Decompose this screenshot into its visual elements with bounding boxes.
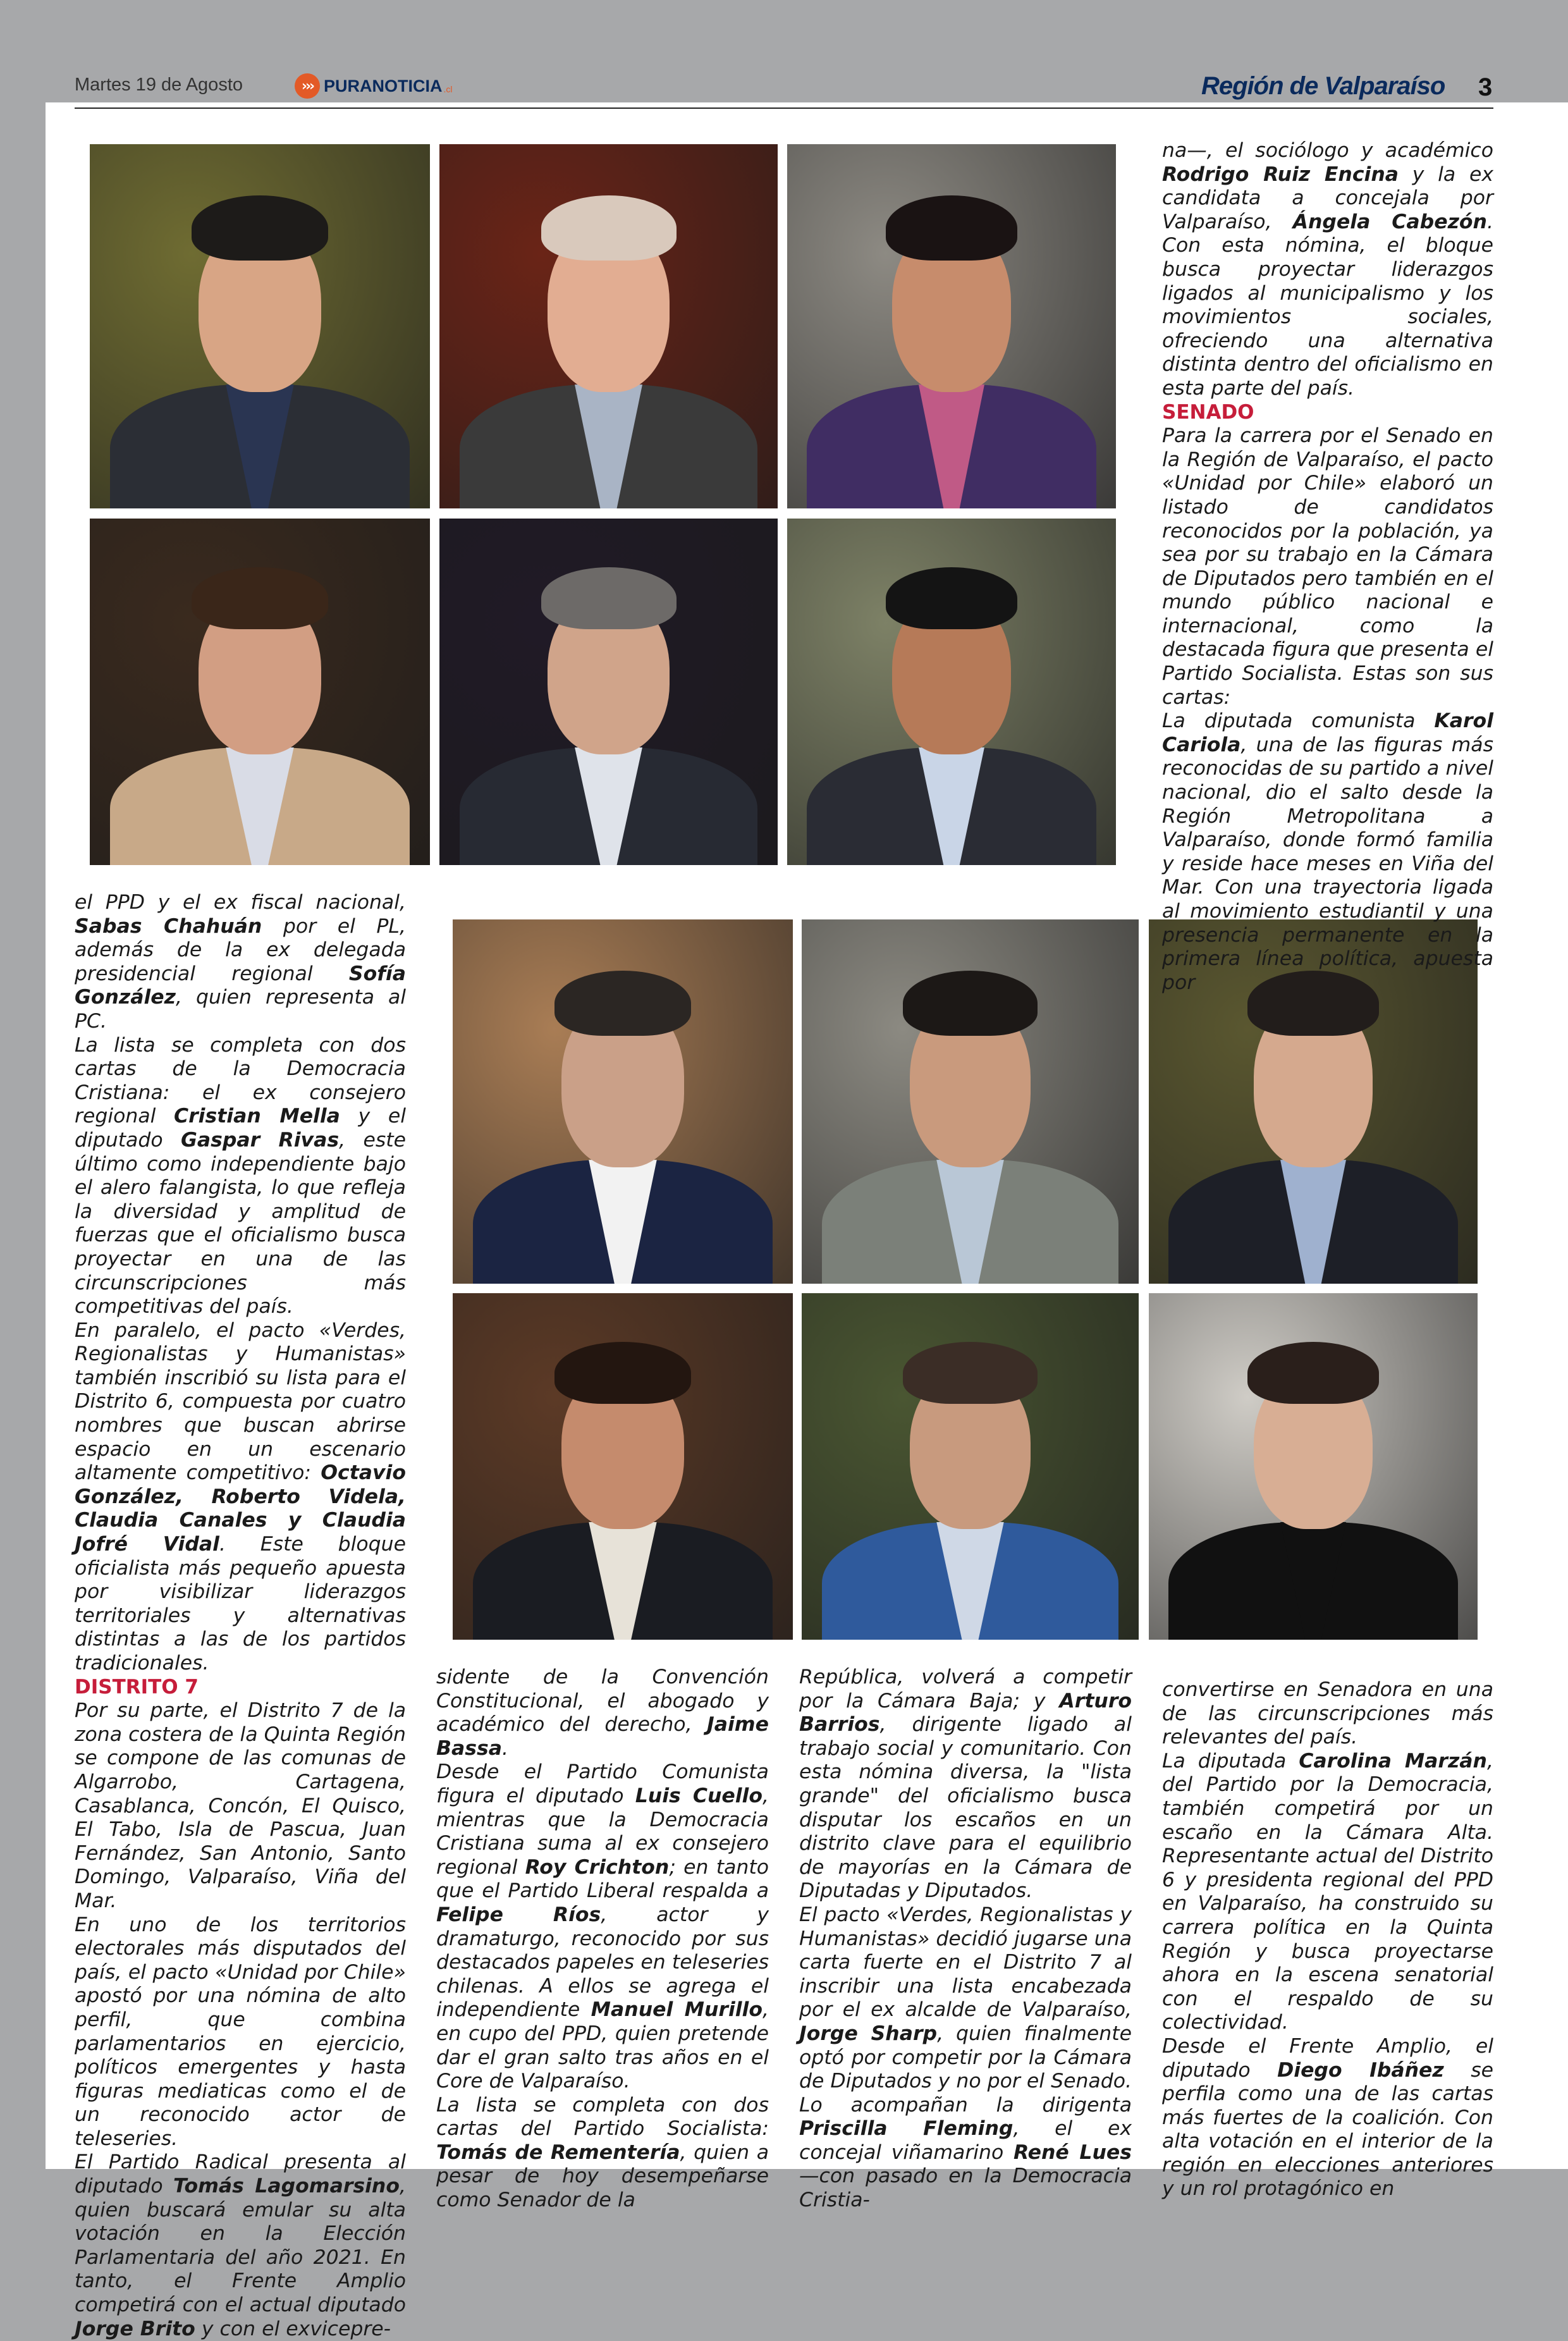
candidate-photo <box>453 919 793 1284</box>
portrait-hair <box>192 195 328 261</box>
candidate-photo <box>90 519 430 865</box>
paragraph: La lista se completa con dos cartas de la Democracia Cristiana: el ex consejero regional Cristian Mella y el diputado Gaspar Rivas, este último como independiente bajo el alero falangista, lo que refleja la diversidad y amplitud de fuerzas que el oficialismo busca proyectar en una de las circunscripciones más competitivas del país. <box>75 1033 406 1318</box>
paragraph: La diputada Carolina Marzán, del Partido por la Democracia, también competirá por un escaño en la Cámara Alta. Representante actual del Distrito 6 y presidenta regional del PPD en Valparaíso, ha construido su carrera política en la Quinta Región y busca proyectarse ahora en la escena senatorial con el respaldo de su colectividad. <box>1162 1749 1493 2034</box>
portrait-hair <box>886 195 1017 261</box>
portrait-hair <box>554 971 690 1036</box>
article-column-middle <box>436 1666 769 2213</box>
portrait-hair <box>886 567 1017 630</box>
candidate-photo <box>439 519 778 865</box>
paragraph: El pacto «Verdes, Regionalistas y Humanistas» decidió jugarse una carta fuerte en el Distrito 7 al inscribir una lista encabezada por el ex alcalde de Valparaíso, Jorge Sharp, quien finalmente optó por competir por la Cámara de Diputados y no por el Senado. Lo acompañan la dirigenta Priscilla Fleming, el ex concejal viñamarino René Lues —con pasado en la Democracia Cristia- <box>799 1903 1132 2212</box>
candidate-photo <box>787 519 1116 865</box>
header-divider <box>75 108 1493 109</box>
portrait-hair <box>192 567 328 630</box>
portrait-hair <box>903 971 1038 1036</box>
paragraph: La lista se completa con dos cartas del Partido Socialista: Tomás de Rementería, quien a pesar de hoy desempeñarse como Senador de la <box>436 2093 769 2212</box>
paragraph: convertirse en Senadora en una de las circunscripciones más relevantes del país. <box>1162 1678 1493 1749</box>
article-column-far-right <box>1162 1678 1493 2201</box>
candidate-photo <box>453 1293 793 1640</box>
candidate-photo <box>439 144 778 508</box>
paragraph: El Partido Radical presenta al diputado Tomás Lagomarsino, quien buscará emular su alta votación en la Elección Parlamentaria del año 2021. En tanto, el Frente Amplio competirá con el actual diputado Jorge Brito y con el exvicepre- <box>75 2151 407 2340</box>
candidate-photo <box>1149 1293 1478 1640</box>
portrait-hair <box>903 1342 1038 1404</box>
candidate-photo <box>90 144 430 508</box>
portrait-hair <box>541 567 677 630</box>
article-column-left <box>75 891 406 2341</box>
article-column-right-middle <box>799 1666 1132 2213</box>
arrows-icon: ››› <box>295 73 320 99</box>
candidate-photo <box>802 919 1139 1284</box>
paragraph: En uno de los territorios electorales más disputados del país, el pacto «Unidad por Chile» apostó por una nómina de alto perfil, que combina parlamentarios en ejercicio, políticos emergentes y hasta figuras mediaticas como el de un reconocido actor de teleseries. <box>75 1913 406 2150</box>
page-number: 3 <box>1478 73 1493 101</box>
paragraph: sidente de la Convención Constitucional, el abogado y académico del derecho, Jaime Bassa. <box>436 1666 769 1760</box>
section-heading-senado: SENADO <box>1162 400 1254 424</box>
paragraph: Por su parte, el Distrito 7 de la zona costera de la Quinta Región se compone de las comunas de Algarrobo, Cartagena, Casablanca, Concón, El Quisco, El Tabo, Isla de Pascua, Juan Fernández, San Antonio, Santo Domingo, Valparaíso, Viña del Mar. <box>75 1699 406 1912</box>
logo-text: PURANOTICIA <box>324 76 443 95</box>
paragraph: Desde el Frente Amplio, el diputado Diego Ibáñez se perfila como una de las cartas más fuertes de la coalición. Con alta votación en el interior de la región en elecciones anteriores y un rol protagónico en <box>1162 2034 1493 2201</box>
logo-suffix: .cl <box>443 84 453 94</box>
paragraph: na—, el sociólogo y académico Rodrigo Ruiz Encina y la ex candidata a concejala por Valparaíso, Ángela Cabezón. Con esta nómina, el bloque busca proyectar liderazgos ligados al municipalismo y los movimientos sociales, ofreciendo una alternativa distinta dentro del oficialismo en esta parte del país. <box>1162 139 1494 400</box>
article-column-top-right <box>1162 139 1493 995</box>
paragraph: Para la carrera por el Senado en la Región de Valparaíso, el pacto «Unidad por Chile» elaboró un listado de candidatos reconocidos por la población, ya sea por su trabajo en la Cámara de Diputados pero también en el mundo público nacional e internacional, como la destacada figura que presenta el Partido Socialista. Estas son sus cartas: <box>1162 424 1493 709</box>
candidate-photo <box>802 1293 1139 1640</box>
portrait-hair <box>1247 1342 1379 1404</box>
paragraph: República, volverá a competir por la Cámara Baja; y Arturo Barrios, dirigente ligado al trabajo social y comunitario. Con esta nómina diversa, la "lista grande" del oficialismo busca disputar los escaños en un distrito clave para el equilibrio de mayorías en la Cámara de Diputadas y Diputados. <box>799 1666 1132 1903</box>
portrait-hair <box>541 195 677 261</box>
paragraph: La diputada comunista Karol Cariola, una de las figuras más reconocidas de su partido a nivel nacional, dio el salto desde la Región Metropolitana a Valparaíso, donde formó familia y reside hace meses en Viña del Mar. Con una trayectoria ligada al movimiento estudiantil y una presencia permanente en la primera línea política, apuesta por <box>1162 710 1493 994</box>
section-heading-distrito: DISTRITO 7 <box>75 1675 199 1699</box>
issue-date: Martes 19 de Agosto <box>75 75 243 95</box>
portrait-hair <box>554 1342 690 1404</box>
paragraph: Desde el Partido Comunista figura el diputado Luis Cuello, mientras que la Democracia Cristiana suma al ex consejero regional Roy Crichton; en tanto que el Partido Liberal respalda a Felipe Ríos, actor y dramaturgo, reconocido por sus destacados papeles en teleseries chilenas. A ellos se agrega el independiente Manuel Murillo, en cupo del PPD, quien pretende dar el gran salto tras años en el Core de Valparaíso. <box>436 1760 769 2093</box>
section-title: Región de Valparaíso <box>1201 72 1445 100</box>
paragraph: el PPD y el ex fiscal nacional, Sabas Chahuán por el PL, además de la ex delegada presidencial regional Sofía González, quien representa al PC. <box>75 891 406 1033</box>
paragraph: En paralelo, el pacto «Verdes, Regionalistas y Humanistas» también inscribió su lista para el Distrito 6, compuesta por cuatro nombres que buscan abrirse espacio en un escenario altamente competitivo: Octavio González, Roberto Videla, Claudia Canales y Claudia Jofré Vidal. Este bloque oficialista más pequeño apuesta por visibilizar liderazgos territoriales y alternativas distintas a las de los partidos tradicionales. <box>75 1318 406 1674</box>
masthead-logo <box>295 73 453 99</box>
candidate-photo <box>787 144 1116 508</box>
